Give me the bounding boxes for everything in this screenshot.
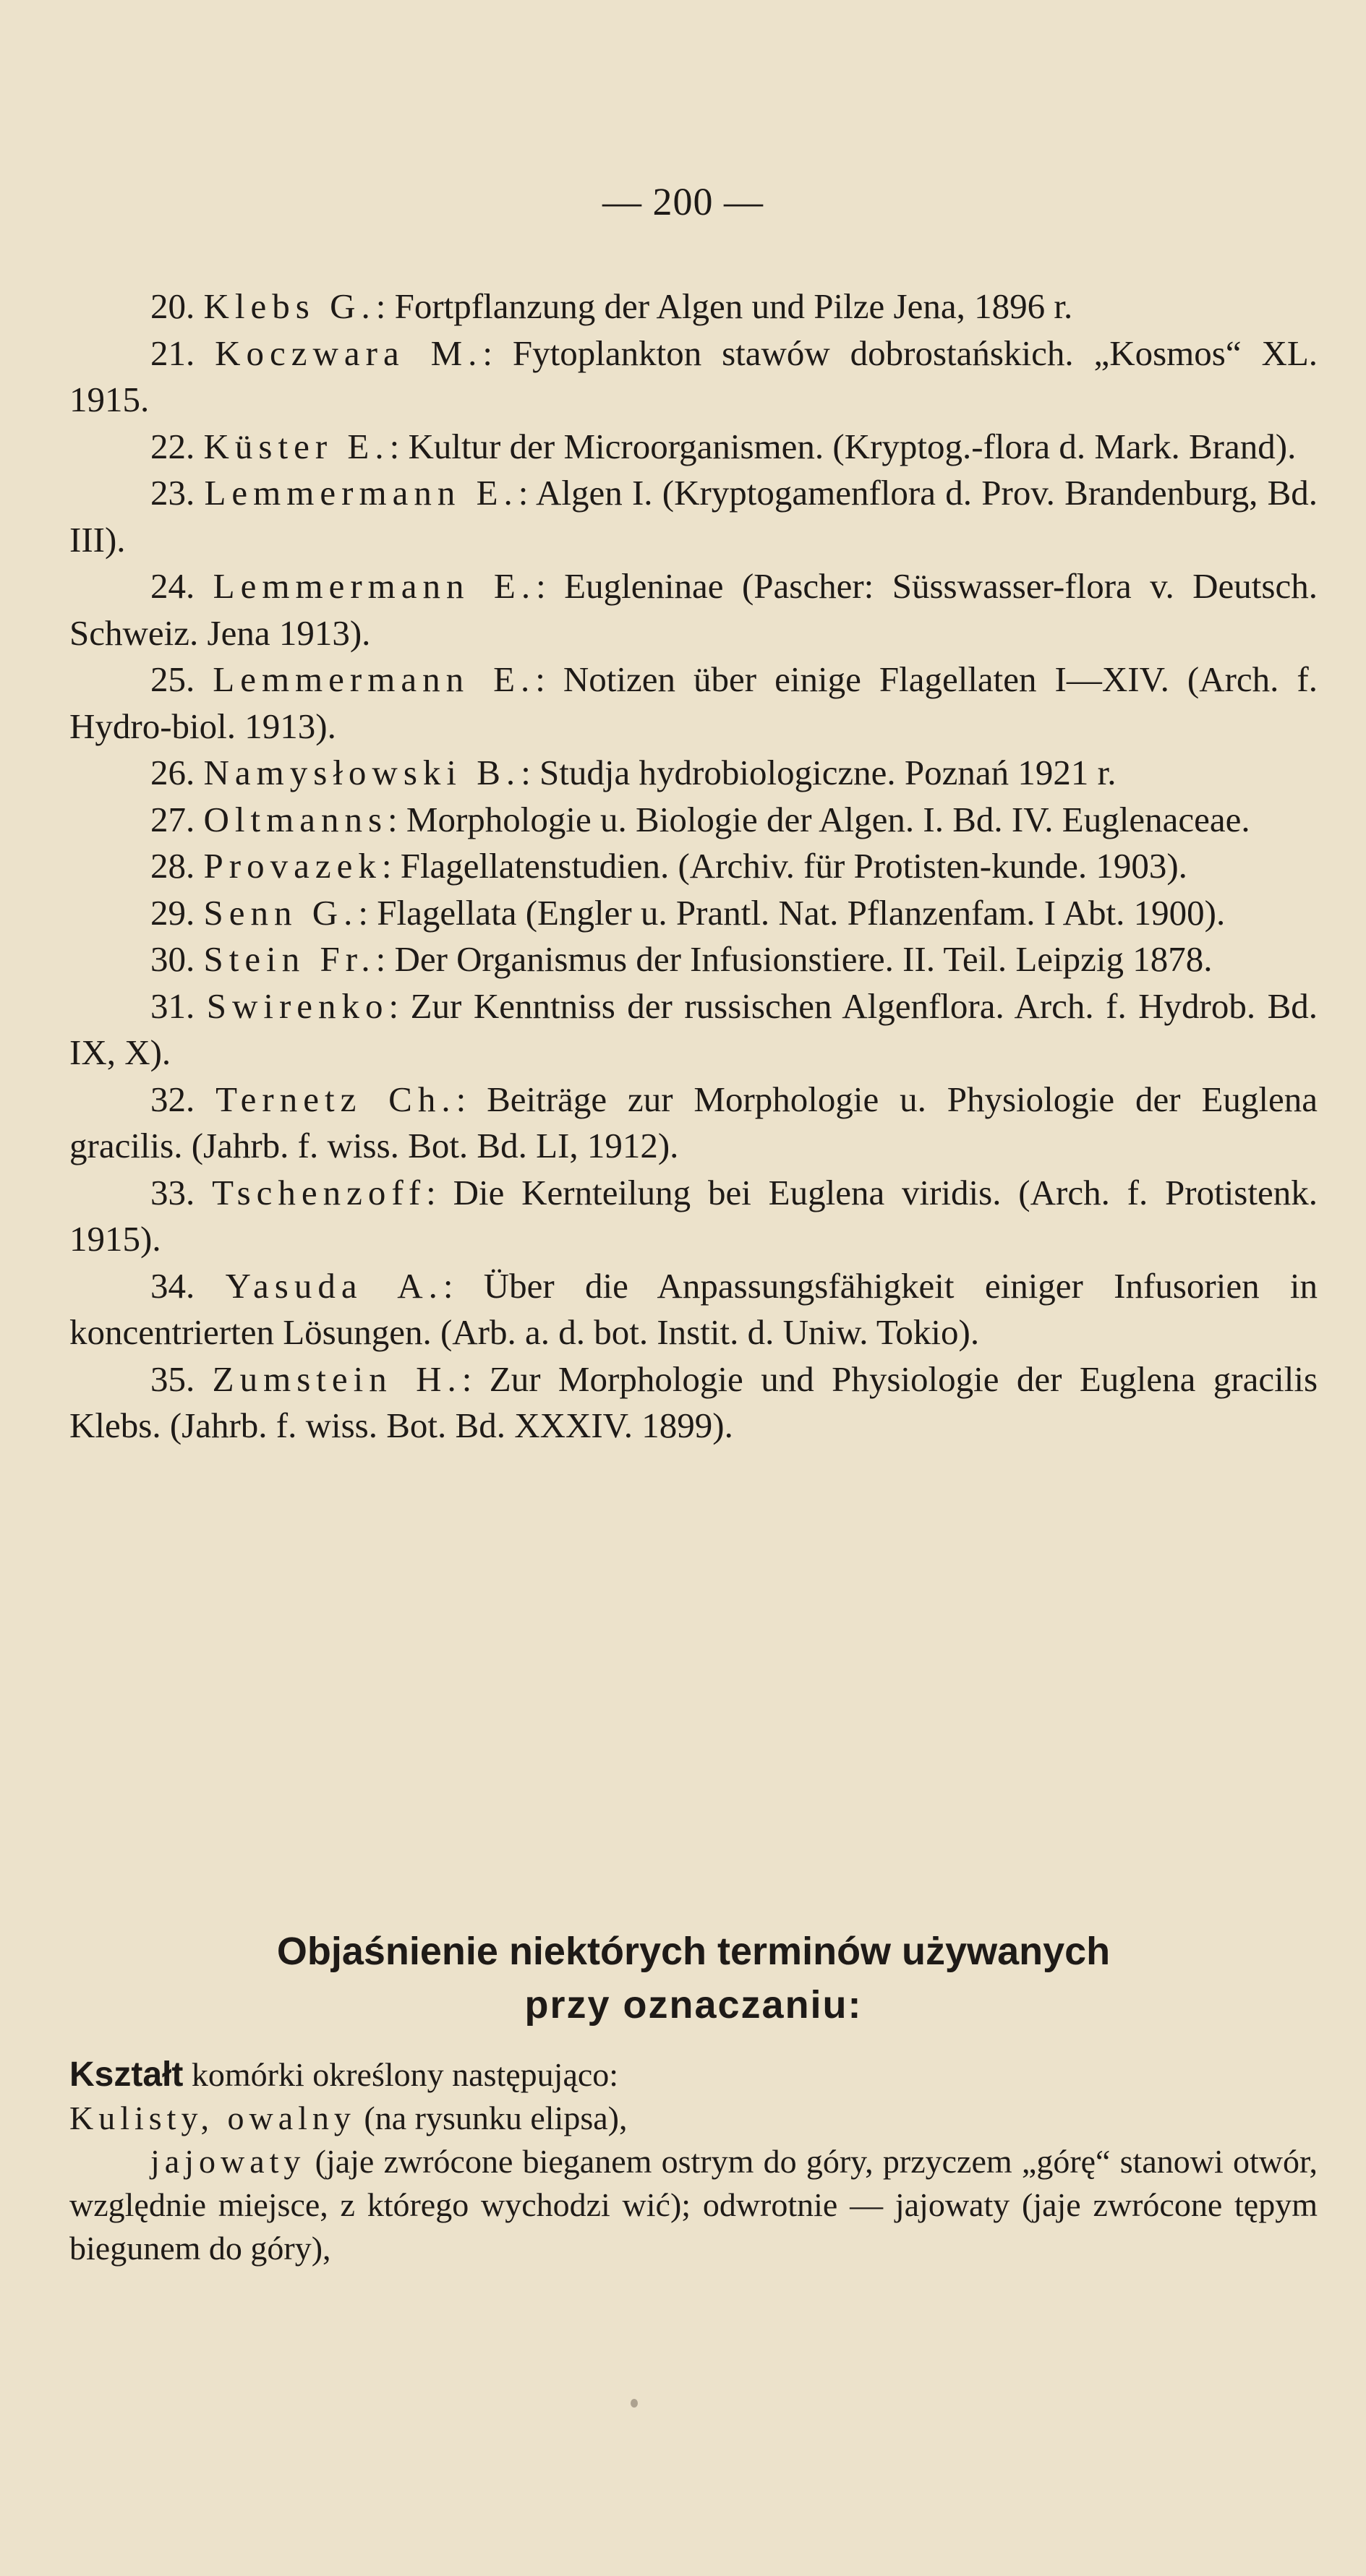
reference-author: Koczwara M. (215, 333, 483, 373)
reference-number: 34. (150, 1265, 195, 1306)
reference-item (69, 797, 1318, 844)
reference-text: : Flagellata (Engler u. Prantl. Nat. Pflanzenfam. I Abt. 1900). (358, 892, 1226, 933)
reference-item (69, 1356, 1318, 1450)
reference-text: : Fytoplankton stawów dobrostańskich. „Kosmos“ XL. 1915. (69, 333, 1318, 419)
reference-author: Küster E. (203, 426, 390, 466)
section-heading (69, 1925, 1318, 2032)
reference-item (69, 1077, 1318, 1170)
reference-text: : Flagellatenstudien. (Archiv. für Protisten-kunde. 1903). (381, 846, 1187, 886)
ink-speck (631, 2399, 638, 2408)
reference-text: : Studja hydrobiologiczne. Poznań 1921 r. (521, 753, 1117, 792)
reference-list (69, 283, 1318, 1450)
reference-item (69, 330, 1318, 424)
explanation-text-span: (jaje zwrócone bieganem ostrym do góry, przyczem „górę“ stanowi otwór, względnie miejsce, z którego wychodzi wić); odwrotnie — jajowaty (jaje zwrócone tępym biegunem do góry), (69, 2143, 1318, 2267)
reference-number: 24. (150, 566, 195, 606)
reference-text: : Zur Morphologie und Physiologie der Euglena gracilis Klebs. (Jahrb. f. wiss. Bot. Bd. XXXIV. 1899). (69, 1358, 1318, 1445)
reference-number: 32. (150, 1079, 195, 1119)
explanation-text-span: komórki określony następująco: (183, 2056, 619, 2093)
explanation-text-span: (na rysunku elipsa), (355, 2100, 628, 2136)
reference-text: : Eugleninae (Pascher: Süsswasser-flora v. Deutsch. Schweiz. Jena 1913). (69, 566, 1318, 653)
reference-number: 28. (150, 846, 195, 886)
lead-term: Kształt (69, 2055, 184, 2094)
explanation-text (69, 2053, 1318, 2270)
reference-author: Zumstein H. (212, 1358, 462, 1399)
reference-item (69, 983, 1318, 1077)
reference-author: Senn G. (203, 892, 359, 933)
term: jajowaty (150, 2143, 306, 2180)
reference-author: Oltmanns (203, 799, 388, 839)
reference-item (69, 936, 1318, 983)
explanation-paragraph (69, 2097, 1318, 2140)
reference-item (69, 424, 1318, 471)
reference-item (69, 890, 1318, 937)
reference-author: Yasuda A. (225, 1265, 443, 1306)
reference-author: Lemmermann E. (204, 473, 518, 513)
reference-text: : Beiträge zur Morphologie u. Physiologie der Euglena gracilis. (Jahrb. f. wiss. Bot. Bd. LI, 1912). (69, 1079, 1318, 1165)
reference-number: 23. (150, 473, 195, 513)
reference-author: Lemmermann E. (213, 659, 536, 699)
page-number: — 200 — (602, 180, 764, 223)
reference-number: 25. (150, 659, 195, 699)
reference-item (69, 283, 1318, 330)
term: Kulisty, owalny (69, 2100, 356, 2136)
reference-author: Lemmermann E. (213, 566, 537, 606)
reference-number: 29. (150, 892, 195, 933)
reference-number: 33. (150, 1172, 195, 1212)
reference-number: 20. (150, 286, 195, 326)
reference-author: Stein Fr. (203, 939, 376, 979)
reference-item (69, 1170, 1318, 1263)
reference-item (69, 563, 1318, 656)
reference-item (69, 1263, 1318, 1356)
reference-text: : Morphologie u. Biologie der Algen. I. Bd. IV. Euglenaceae. (388, 799, 1250, 839)
section-heading-line: Objaśnienie niektórych terminów używanych (276, 1930, 1111, 1973)
reference-item (69, 843, 1318, 890)
reference-text: : Kultur der Microorganismen. (Kryptog.-flora d. Mark. Brand). (389, 426, 1297, 466)
reference-number: 30. (150, 939, 195, 979)
reference-text: : Der Organismus der Infusionstiere. II. Teil. Leipzig 1878. (375, 939, 1213, 979)
reference-number: 31. (150, 985, 195, 1026)
reference-author: Namysłowski B. (203, 753, 521, 792)
reference-number: 35. (150, 1358, 195, 1399)
explanation-paragraph (69, 2053, 1318, 2097)
reference-author: Ternetz Ch. (215, 1079, 456, 1119)
reference-author: Klebs G. (203, 286, 376, 326)
reference-item (69, 750, 1318, 797)
reference-item (69, 656, 1318, 750)
reference-text: : Zur Kenntniss der russischen Algenflora. Arch. f. Hydrob. Bd. IX, X). (69, 985, 1318, 1072)
reference-number: 22. (150, 426, 195, 466)
reference-author: Tschenzoff (212, 1172, 427, 1212)
reference-number: 26. (150, 753, 195, 792)
reference-text: : Notizen über einige Flagellaten I—XIV. (Arch. f. Hydro-biol. 1913). (69, 659, 1318, 746)
reference-number: 21. (150, 333, 195, 373)
explanation-paragraph (69, 2140, 1318, 2270)
reference-text: : Die Kernteilung bei Euglena viridis. (Arch. f. Protistenk. 1915). (69, 1172, 1318, 1259)
section-heading-line: przy oznaczaniu: (524, 1983, 863, 2027)
reference-text: : Algen I. (Kryptogamenflora d. Prov. Brandenburg, Bd. III). (69, 473, 1318, 560)
reference-text: : Fortpflanzung der Algen und Pilze Jena, 1896 r. (375, 286, 1073, 326)
reference-text: : Über die Anpassungsfähigkeit einiger Infusorien in koncentrierten Lösungen. (Arb. a. d. bot. Instit. d. Uniw. Tokio). (69, 1265, 1318, 1352)
reference-author: Provazek (203, 846, 382, 886)
reference-item (69, 470, 1318, 563)
reference-author: Swirenko (206, 985, 389, 1026)
reference-number: 27. (150, 799, 195, 839)
